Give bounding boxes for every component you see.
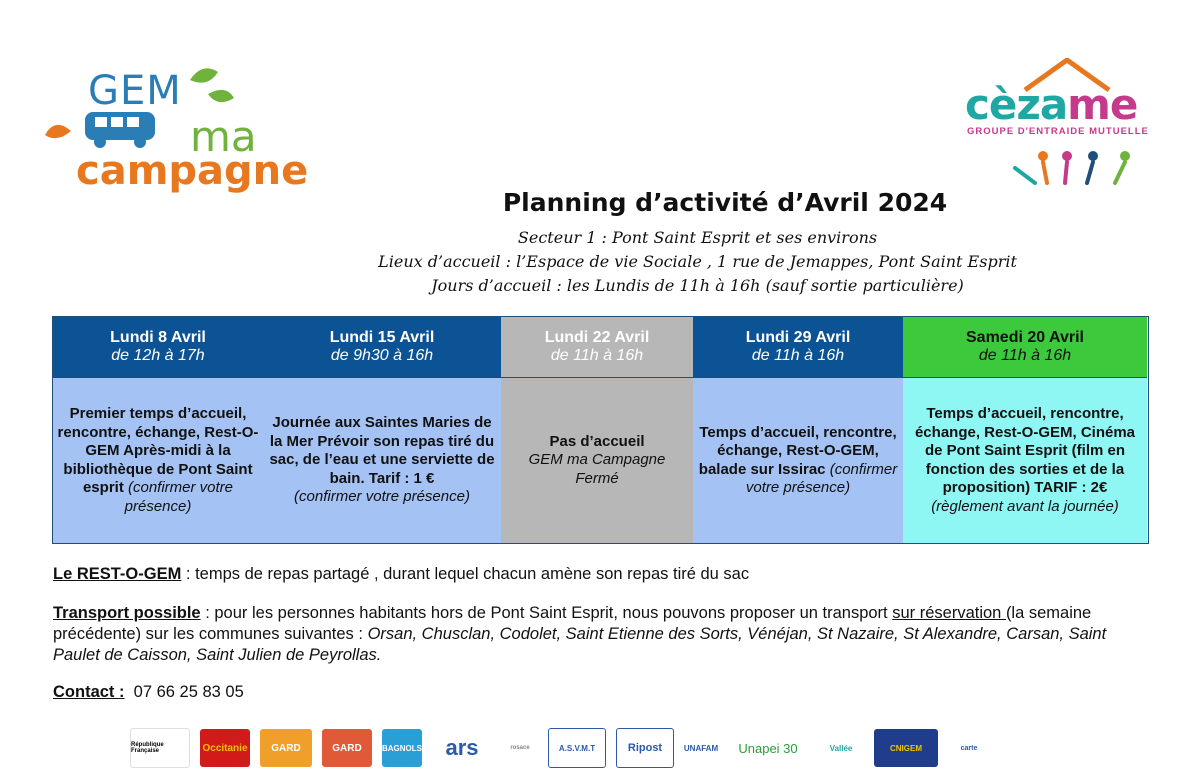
partner-logo: UNAFAM (684, 729, 718, 767)
transport-label: Transport possible (53, 604, 201, 622)
restogem-label: Le REST-O-GEM (53, 565, 182, 583)
activity-text: Temps d’accueil, rencontre, échange, Rest-O-GEM, balade sur Issirac (698, 423, 897, 478)
column-hours: de 12h à 17h (111, 347, 205, 364)
column-header (903, 317, 1147, 377)
partner-logo: République Française (130, 728, 190, 768)
partner-logo: ars (432, 729, 492, 767)
transport-communes: Orsan, Chusclan, Codolet, Saint Etienne des Sorts, Vénéjan, St Nazaire, St Alexandre, Carsan, Saint Paulet de Caisson, Saint Julien de Peyrollas. (53, 625, 1107, 664)
gem-logo-word: GEM (88, 68, 182, 114)
transport-text-2: (la semaine précédente) sur les communes suivantes : (53, 604, 1092, 643)
schedule-column (53, 317, 263, 543)
schedule-table (52, 316, 1149, 544)
activity-text: Temps d’accueil, rencontre, échange, Rest-O-GEM, Cinéma de Pont Saint Esprit (film en fonction des sorties et de la proposition) TARIF : 2€ (914, 405, 1136, 496)
contact-phone: 07 66 25 83 05 (133, 683, 244, 701)
column-day: Lundi 22 Avril (544, 329, 650, 346)
column-header (693, 317, 903, 377)
restogem-text: : temps de repas partagé , durant lequel chacun amène son repas tiré du sac (181, 565, 750, 583)
column-content (693, 377, 903, 543)
partner-logo: Occitanie (200, 729, 250, 767)
activity-note: (règlement avant la journée) (931, 497, 1119, 515)
partner-logo: BAGNOLS (382, 729, 422, 767)
activity-note: (confirmer votre présence) (294, 488, 470, 506)
partner-logo: rosace (502, 729, 538, 767)
days-line: Jours d’accueil : les Lundis de 11h à 16h (sauf sortie particulière) (431, 276, 964, 295)
gem-logo-campagne: campagne (76, 148, 309, 194)
gem-logo-ma: ma (190, 112, 257, 161)
column-content (903, 377, 1147, 543)
column-content (263, 377, 501, 543)
partner-logo: Unapei 30 (728, 729, 808, 767)
partner-logo: Ripost (616, 728, 674, 768)
schedule-column (903, 317, 1147, 543)
partner-logos (130, 728, 990, 768)
column-day: Lundi 15 Avril (329, 329, 435, 346)
column-header (501, 317, 693, 377)
contact-paragraph (53, 682, 1153, 703)
column-hours: de 9h30 à 16h (330, 347, 434, 364)
column-hours: de 11h à 16h (550, 347, 644, 364)
column-header (53, 317, 263, 377)
activity-note: (confirmer votre présence) (745, 460, 898, 496)
partner-logo: carte (948, 729, 990, 767)
activity-text: Premier temps d’accueil, rencontre, échange, Rest-O-GEM Après-midi à la bibliothèque de Pont Saint esprit (57, 405, 259, 496)
schedule-column (501, 317, 693, 543)
column-header (263, 317, 501, 377)
transport-paragraph (53, 603, 1153, 666)
schedule-column (693, 317, 903, 543)
activity-text: Journée aux Saintes Maries de la Mer Prévoir son repas tiré du sac, de l’eau et une serviette de bain. Tarif : 1 € (269, 414, 495, 487)
partner-logo: Vallée (818, 729, 864, 767)
transport-reservation: sur réservation (892, 604, 1006, 622)
transport-text: : pour les personnes habitants hors de Pont Saint Esprit, nous pouvons proposer un transport (200, 604, 893, 622)
partner-logo: GARD (322, 729, 372, 767)
partner-logo: GARD (260, 729, 312, 767)
cezame-logo (955, 58, 1170, 198)
column-day: Lundi 29 Avril (745, 329, 851, 346)
column-day: Lundi 8 Avril (110, 329, 206, 346)
activity-note: (confirmer votre présence) (124, 479, 234, 515)
page-title: Planning d’activité d’Avril 2024 (502, 188, 948, 217)
sector-line: Secteur 1 : Pont Saint Esprit et ses environs (517, 228, 878, 247)
column-hours: de 11h à 16h (751, 347, 845, 364)
activity-text: Pas d’accueil (549, 432, 645, 450)
schedule-column (263, 317, 501, 543)
cezame-subtitle: GROUPE D'ENTRAIDE MUTUELLE (967, 126, 1149, 137)
cezame-name: cèzame (965, 80, 1138, 129)
column-content (53, 377, 263, 543)
partner-logo: CNIGEM (874, 729, 938, 767)
column-content (501, 377, 693, 543)
activity-note: GEM ma Campagne Fermé (528, 451, 666, 487)
column-hours: de 11h à 16h (978, 347, 1072, 364)
location-line: Lieux d’accueil : l’Espace de vie Sociale , 1 rue de Jemappes, Pont Saint Esprit (378, 252, 1017, 271)
column-day: Samedi 20 Avril (966, 329, 1084, 346)
restogem-paragraph (53, 564, 1153, 585)
contact-label: Contact : (53, 683, 125, 701)
partner-logo: A.S.V.M.T (548, 728, 606, 768)
